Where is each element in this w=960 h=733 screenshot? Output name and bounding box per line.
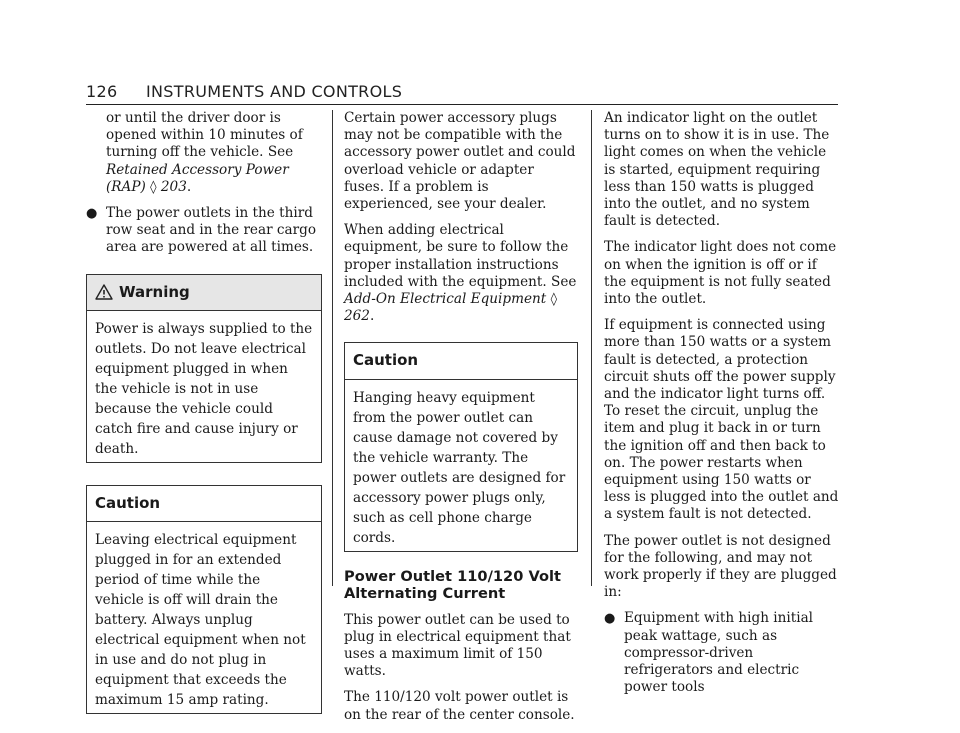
- warning-triangle-icon: [95, 284, 113, 300]
- caution-header: [87, 486, 321, 522]
- warning-title: Warning: [119, 282, 190, 301]
- cross-reference-page[interactable]: 262: [344, 308, 370, 325]
- page-header: [86, 80, 838, 105]
- bullet-icon: ●: [604, 611, 616, 627]
- section-heading: Power Outlet 110/120 Volt Alternating Current: [344, 567, 561, 602]
- caution-title: Caution: [353, 351, 419, 370]
- continued-paragraph: or until the driver door is opened within 10 minutes of turning off the vehicle. See Retained Accessory Power (RAP) ◊ 203.: [106, 110, 303, 195]
- warning-box: [86, 274, 322, 463]
- paragraph: When adding electrical equipment, be sure to follow the proper installation instructions included with the equipment. See Add-On Electrical Equipment ◊ 262.: [344, 222, 577, 325]
- column-divider-1: [332, 110, 333, 586]
- paragraph: This power outlet can be used to plug in electrical equipment that uses a maximum limit of 150 watts.: [344, 611, 571, 680]
- cross-reference-link[interactable]: Retained Accessory Power (RAP): [106, 161, 289, 195]
- list-item: ● Equipment with high initial peak wattage, such as compressor-driven refrigerators and electric power tools: [604, 610, 814, 696]
- page-number: 126: [86, 82, 118, 101]
- column-3: [604, 110, 840, 706]
- list-item: ● The power outlets in the third row seat and in the rear cargo area are powered at all times.: [86, 205, 317, 256]
- caution-body: Hanging heavy equipment from the power outlet can cause damage not covered by the vehicle warranty. The power outlets are designed for accessory power plugs only, such as cell phone charge cords.: [353, 389, 566, 546]
- caution-box: [344, 342, 578, 551]
- section-title: INSTRUMENTS AND CONTROLS: [146, 82, 403, 101]
- caution-title: Caution: [95, 493, 161, 512]
- cross-reference-link[interactable]: Add-On Electrical Equipment: [344, 291, 547, 308]
- column-divider-2: [591, 110, 592, 586]
- page-reference-icon: ◊: [150, 179, 157, 195]
- caution-header: [345, 343, 577, 379]
- paragraph: The power outlet is not designed for the following, and may not work properly if they are plugged in:: [604, 532, 837, 601]
- column-2: [344, 110, 578, 733]
- page-reference-icon: ◊: [550, 292, 558, 308]
- paragraph: An indicator light on the outlet turns on to show it is in use. The light comes on when the vehicle is started, equipment requiring less than 150 watts is plugged into the outlet, and no system fault is detected.: [604, 110, 830, 230]
- warning-body: Power is always supplied to the outlets. Do not leave electrical equipment plugged in when the vehicle is not in use because the vehicle could catch fire and cause injury or death.: [95, 320, 313, 457]
- column-1: [86, 110, 322, 727]
- caution-box: [86, 485, 322, 714]
- paragraph: If equipment is connected using more than 150 watts or a system fault is detected, a protection circuit shuts off the power supply and the indicator light turns off. To reset the circuit, unplug the item and plug it back in or turn the ignition off and then back to on. The power restarts when equipment using 150 watts or less is plugged into the outlet and a system fault is not detected.: [604, 317, 839, 523]
- paragraph: The indicator light does not come on when the ignition is off or if the equipment is not fully seated into the outlet.: [604, 239, 837, 308]
- caution-body: Leaving electrical equipment plugged in for an extended period of time while the vehicle is off will drain the battery. Always unplug electrical equipment when not in use and do not plug in equipment that exceeds the maximum 15 amp rating.: [95, 532, 306, 709]
- paragraph: Certain power accessory plugs may not be compatible with the accessory power outlet and could overload vehicle or adapter fuses. If a problem is experienced, see your dealer.: [344, 110, 576, 213]
- warning-header: [87, 275, 321, 311]
- bullet-icon: ●: [86, 206, 98, 222]
- paragraph: The 110/120 volt power outlet is on the rear of the center console.: [344, 689, 575, 723]
- cross-reference-page[interactable]: 203: [160, 178, 187, 195]
